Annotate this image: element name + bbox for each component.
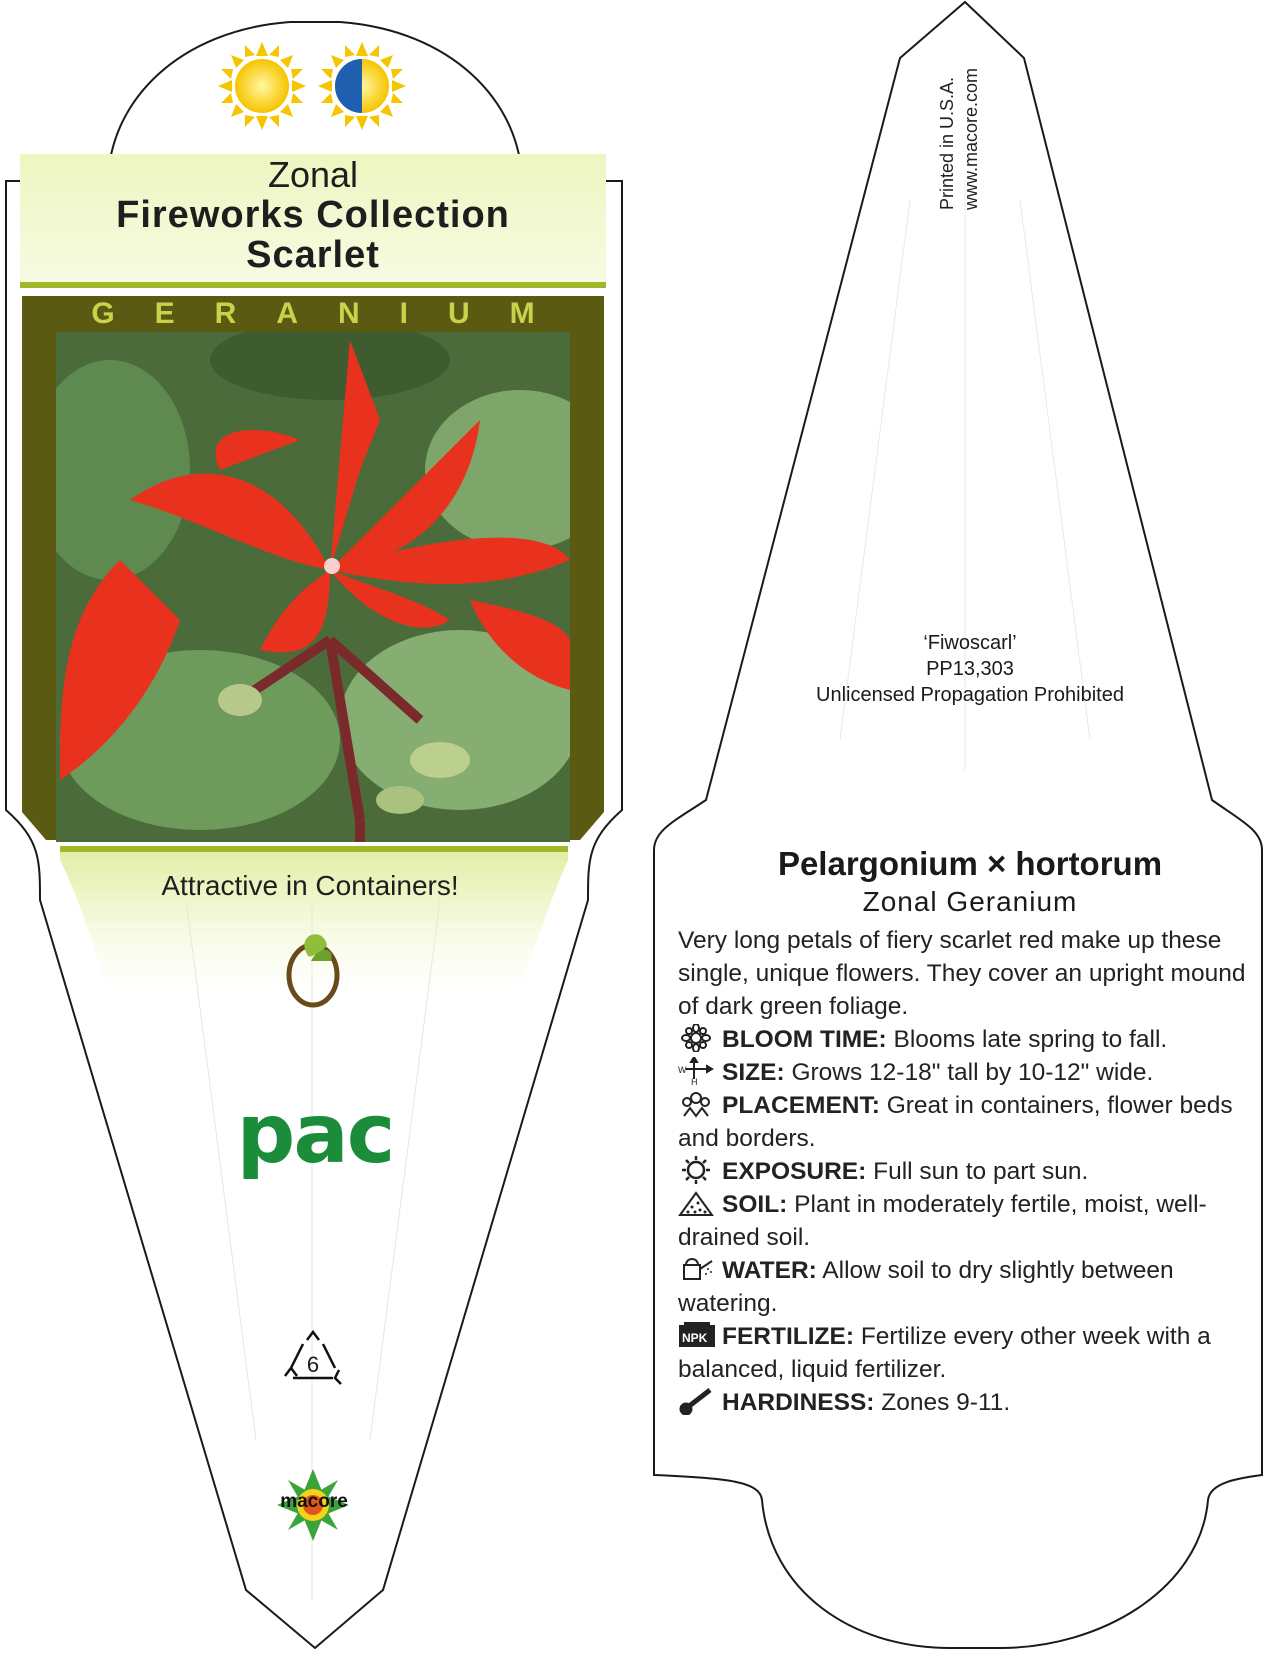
cultivar-block <box>760 630 1180 708</box>
title-line-1: Zonal <box>267 154 359 195</box>
hardiness-text: Zones 9-11. <box>881 1389 1011 1416</box>
cultivar-name: ‘Fiwoscarl’ <box>923 632 1017 654</box>
care-size <box>678 1056 1250 1089</box>
soil-label: SOIL: <box>722 1191 788 1218</box>
care-soil <box>678 1188 1250 1254</box>
patent-number: PP13,303 <box>926 658 1014 680</box>
print-info <box>935 25 995 210</box>
exposure-text: Full sun to part sun. <box>873 1158 1089 1185</box>
exposure-label: EXPOSURE: <box>722 1158 867 1185</box>
placement-label: PLACEMENT: <box>722 1092 880 1119</box>
care-hardiness <box>678 1386 1250 1419</box>
care-fertilize <box>678 1320 1250 1386</box>
botanical-name: Pelargonium × hortorum <box>777 845 1163 882</box>
size-text: Grows 12-18" tall by 10-12" wide. <box>791 1059 1154 1086</box>
plant-title <box>20 155 606 275</box>
placement-icon <box>678 1090 716 1118</box>
printed-in: Printed in U.S.A. <box>937 76 957 210</box>
flower-photo <box>30 320 615 842</box>
svg-text:NPK: NPK <box>682 1331 708 1345</box>
bloom-text: Blooms late spring to fall. <box>893 1026 1168 1053</box>
size-arrows-icon <box>678 1057 716 1085</box>
recycle-number: 6 <box>306 1352 320 1377</box>
common-name: Zonal Geranium <box>862 886 1078 917</box>
flower-icon <box>678 1024 716 1052</box>
full-sun-icon <box>218 42 306 130</box>
care-info <box>678 924 1250 1419</box>
placement-text: Great in containers, flower beds and borders. <box>678 1092 1233 1152</box>
website: www.macore.com <box>961 67 981 210</box>
hardiness-label: HARDINESS: <box>722 1389 875 1416</box>
macore-logo-text: macore <box>280 1491 348 1512</box>
soil-icon <box>678 1189 716 1217</box>
care-water <box>678 1254 1250 1320</box>
tagline: Attractive in Containers! <box>161 870 459 901</box>
care-placement <box>678 1089 1250 1155</box>
care-exposure <box>678 1155 1250 1188</box>
brand-logo: pac <box>236 1087 394 1182</box>
sun-outline-icon <box>678 1156 716 1184</box>
svg-text:W: W <box>678 1065 687 1075</box>
fertilize-label: FERTILIZE: <box>722 1323 855 1350</box>
watering-can-icon <box>678 1255 716 1283</box>
thermometer-icon <box>678 1387 716 1415</box>
water-text: Allow soil to dry slightly between watering. <box>678 1257 1174 1317</box>
water-label: WATER: <box>722 1257 817 1284</box>
care-bloom-time <box>678 1023 1250 1056</box>
part-sun-icon <box>318 42 406 130</box>
size-label: SIZE: <box>722 1059 785 1086</box>
title-line-3: Scarlet <box>246 234 380 276</box>
description: Very long petals of fiery scarlet red make up these single, unique flowers. They cover an upright mound of dark green foliage. <box>678 927 1246 1020</box>
soil-text: Plant in moderately fertile, moist, well-drained soil. <box>678 1191 1207 1251</box>
propagation-notice: Unlicensed Propagation Prohibited <box>816 684 1124 706</box>
genus-banner: GERANIUM <box>91 297 575 330</box>
bloom-label: BLOOM TIME: <box>722 1026 887 1053</box>
svg-text:H: H <box>691 1077 698 1085</box>
fertilize-text: Fertilize every other week with a balanced, liquid fertilizer. <box>678 1323 1211 1383</box>
npk-icon <box>678 1321 716 1349</box>
title-line-2: Fireworks Collection <box>116 194 510 236</box>
